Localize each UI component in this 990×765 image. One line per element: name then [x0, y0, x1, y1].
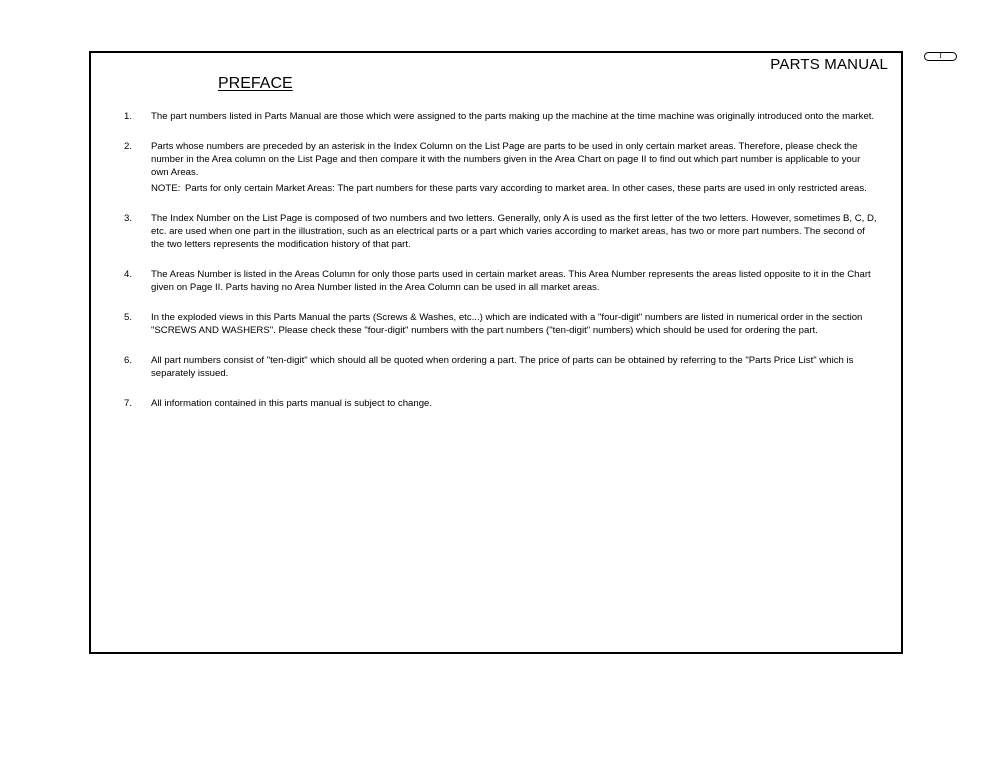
item-number: 4. [124, 269, 133, 280]
item-number: 3. [124, 213, 133, 224]
preface-item-3 [91, 212, 901, 251]
note-text: Parts for only certain Market Areas: The part numbers for these parts vary according to market area. In other cases, these parts are used in only restricted areas. [185, 183, 867, 194]
page-frame [89, 51, 903, 654]
preface-item-6 [91, 354, 901, 380]
preface-item-2 [91, 140, 901, 195]
preface-item-7 [91, 397, 901, 410]
item-number: 7. [124, 398, 133, 409]
manual-title: PARTS MANUAL [770, 56, 888, 73]
item-text: The part numbers listed in Parts Manual are those which were assigned to the parts making up the machine at the time machine was originally introduced onto the market. [151, 111, 875, 122]
item-text: The Index Number on the List Page is composed of two numbers and two letters. Generally, only A is used as the first letter of the two letters. However, sometimes B, C, D, etc. are used when one part in the illustration, such as an electrical parts or a part which varies according to market areas, has two or more part numbers. The second of the two letters represents the modification history of that part. [151, 213, 877, 250]
note-block [151, 182, 879, 195]
preface-list [91, 110, 901, 427]
page-number-badge: I [924, 52, 957, 61]
note-label: NOTE: [151, 183, 181, 194]
item-number: 6. [124, 355, 133, 366]
item-number: 2. [124, 141, 133, 152]
item-text: Parts whose numbers are preceded by an asterisk in the Index Column on the List Page are parts to be used in only certain market areas. Therefore, please check the number in the Area column on the List Page and then compare it with the numbers given in the Area Chart on page II to find out which part number is applicable to your own Areas. [151, 141, 861, 178]
item-text: The Areas Number is listed in the Areas Column for only those parts used in certain market areas. This Area Number represents the areas listed opposite to it in the Chart given on Page II. Parts having no Area Number listed in the Area Column can be used in all market areas. [151, 269, 871, 293]
item-number: 1. [124, 111, 133, 122]
item-text: All part numbers consist of "ten-digit" which should all be quoted when ordering a part. The price of parts can be obtained by referring to the "Parts Price List" which is separately issued. [151, 355, 854, 379]
item-text: All information contained in this parts manual is subject to change. [151, 398, 433, 409]
item-text: In the exploded views in this Parts Manual the parts (Screws & Washes, etc...) which are indicated with a "four-digit" numbers are listed in numerical order in the section "SCREWS AND WASHERS". Please check these "four-digit" numbers with the part numbers ("ten-digit" numbers) which should be used for ordering the part. [151, 312, 863, 336]
preface-item-1 [91, 110, 901, 123]
item-number: 5. [124, 312, 133, 323]
preface-title: PREFACE [218, 75, 293, 92]
preface-item-4 [91, 268, 901, 294]
preface-item-5 [91, 311, 901, 337]
